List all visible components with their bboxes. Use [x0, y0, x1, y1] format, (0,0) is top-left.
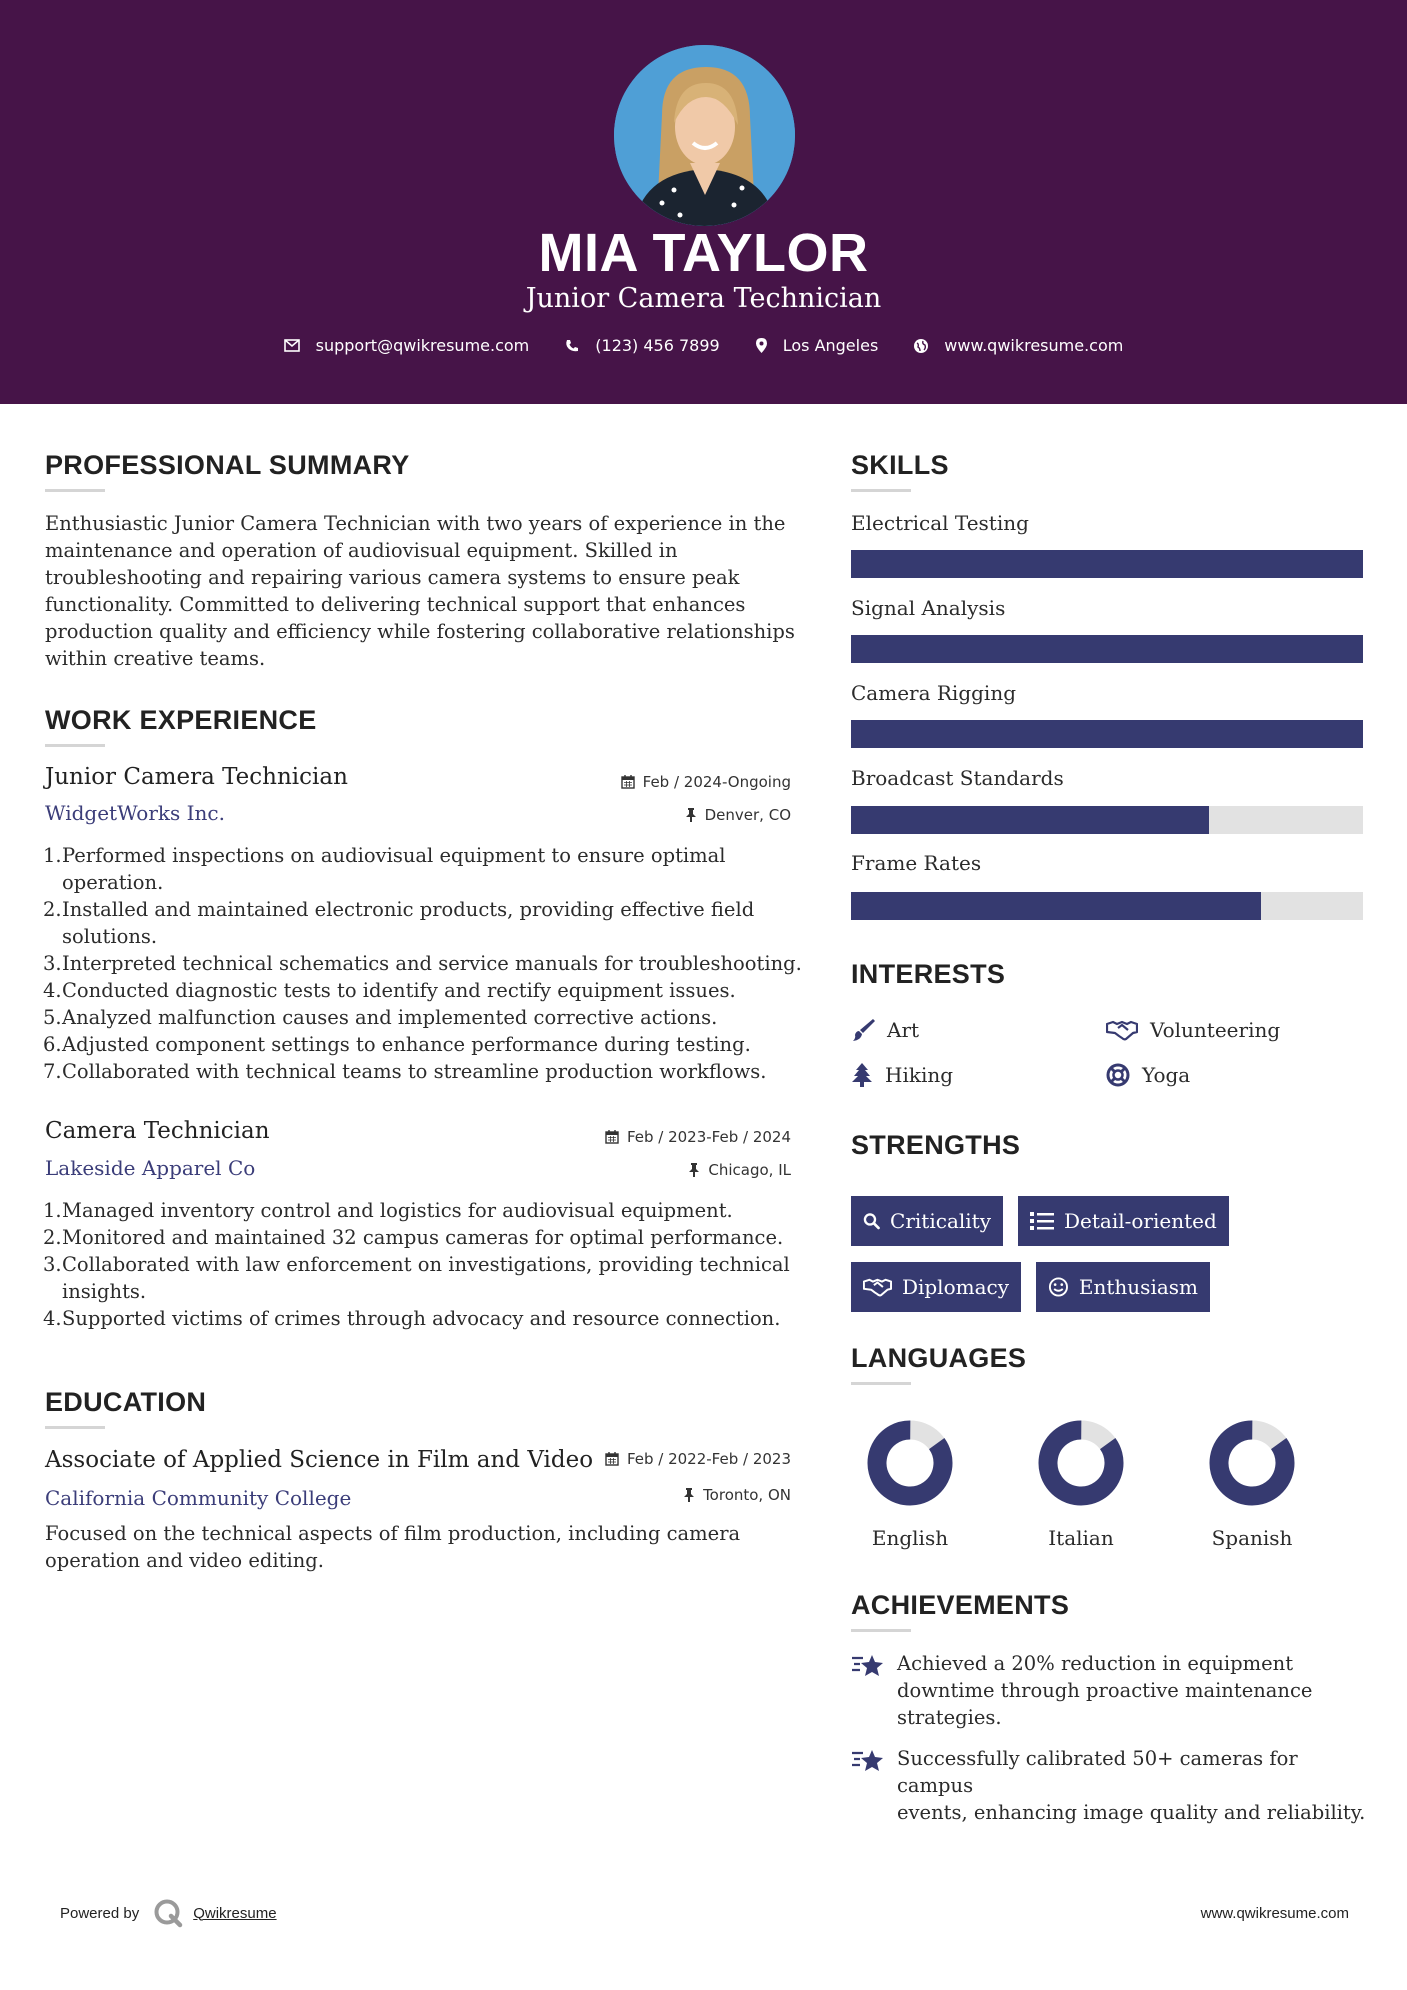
job-bullets	[43, 842, 823, 1085]
list-item: 6. Adjusted component settings to enhance performance during testing.	[43, 1033, 751, 1056]
list-item: 2. Monitored and maintained 32 campus cameras for optimal performance.	[43, 1226, 784, 1249]
list-icon	[1030, 1211, 1054, 1231]
experience-underline	[45, 744, 105, 747]
pushpin-icon	[685, 808, 697, 822]
education-heading: EDUCATION	[45, 1387, 207, 1417]
skill-name: Signal Analysis	[851, 596, 1006, 620]
education-description: Focused on the technical aspects of film production, including camera operation and video editing.	[45, 1522, 741, 1572]
skill-bar-fill	[851, 550, 1363, 578]
strength-chip: Diplomacy	[851, 1262, 1021, 1312]
language-name: Italian	[1048, 1526, 1114, 1550]
language-ring	[1038, 1420, 1124, 1506]
tree-icon	[851, 1063, 873, 1087]
education-underline	[45, 1426, 105, 1429]
languages-underline	[851, 1382, 911, 1385]
skill-bar-fill	[851, 892, 1261, 920]
skill-bar	[851, 550, 1363, 578]
summary-line: maintenance and operation of audiovisual equipment. Skilled in	[45, 539, 678, 562]
job-company: Lakeside Apparel Co	[45, 1156, 256, 1180]
job-title: Junior Camera Technician	[45, 764, 348, 790]
summary-underline	[45, 489, 105, 492]
contact-location-text: Los Angeles	[782, 336, 879, 355]
candidate-title: Junior Camera Technician	[525, 283, 882, 314]
avatar	[614, 45, 795, 226]
education-location-text: Toronto, ON	[703, 1486, 791, 1504]
job-dates-text: Feb / 2023-Feb / 2024	[626, 1128, 791, 1146]
shooting-star-icon	[851, 1652, 885, 1680]
skills-heading: SKILLS	[851, 450, 949, 480]
interest-item: Volunteering	[1106, 1018, 1280, 1042]
calendar-icon	[621, 775, 635, 789]
skill-bar-fill	[851, 720, 1363, 748]
pushpin-icon	[683, 1488, 695, 1502]
summary-line: functionality. Committed to delivering technical support that enhances	[45, 593, 746, 616]
skill-name: Electrical Testing	[851, 511, 1029, 535]
skill-bar	[851, 635, 1363, 663]
language-ring	[1209, 1420, 1295, 1506]
calendar-icon	[605, 1452, 619, 1466]
skill-name: Broadcast Standards	[851, 766, 1064, 790]
achievement-item: Successfully calibrated 50+ cameras for campus events, enhancing image quality and reliability.	[851, 1745, 1371, 1826]
summary-heading: PROFESSIONAL SUMMARY	[45, 450, 410, 480]
map-pin-icon	[756, 338, 767, 353]
strength-chip: Detail-oriented	[1018, 1196, 1229, 1246]
skill-bar	[851, 720, 1363, 748]
shooting-star-icon	[851, 1747, 885, 1775]
list-item: 4. Conducted diagnostic tests to identify and rectify equipment issues.	[43, 979, 736, 1002]
contact-phone-text: (123) 456 7899	[595, 336, 720, 355]
language-name: Spanish	[1211, 1526, 1293, 1550]
skill-bar	[851, 892, 1363, 920]
languages-heading: LANGUAGES	[851, 1343, 1027, 1373]
header-banner	[0, 0, 1407, 404]
globe-icon	[914, 339, 928, 353]
summary-line: within creative teams.	[45, 647, 266, 670]
pushpin-icon	[688, 1163, 700, 1177]
job-dates	[605, 1128, 791, 1146]
list-item: 1. Managed inventory control and logistics for audiovisual equipment.	[43, 1199, 733, 1222]
degree-title: Associate of Applied Science in Film and Video	[45, 1447, 594, 1473]
job-company: WidgetWorks Inc.	[45, 801, 225, 825]
job-location	[688, 1161, 791, 1179]
job-dates-text: Feb / 2024-Ongoing	[642, 773, 791, 791]
contact-website-text: www.qwikresume.com	[944, 336, 1124, 355]
paintbrush-icon	[851, 1018, 875, 1042]
list-item: 2. Installed and maintained electronic products, providing effective field solutions.	[43, 898, 755, 948]
handshake-icon	[863, 1276, 892, 1298]
education-location	[683, 1486, 791, 1504]
skill-name: Camera Rigging	[851, 681, 1017, 705]
lifering-icon	[1106, 1063, 1130, 1087]
job-dates	[621, 773, 791, 791]
qwikresume-logo-icon	[153, 1898, 183, 1928]
powered-by-text: Powered by	[60, 1904, 140, 1922]
job-bullets	[43, 1197, 823, 1332]
education-dates-text: Feb / 2022-Feb / 2023	[626, 1450, 791, 1468]
summary-line: troubleshooting and repairing various camera systems to ensure peak	[45, 566, 740, 589]
contact-location	[756, 336, 879, 355]
contact-email-text: support@qwikresume.com	[315, 336, 530, 355]
achievement-item: Achieved a 20% reduction in equipment downtime through proactive maintenance strategies.	[851, 1650, 1371, 1731]
interests-heading: INTERESTS	[851, 959, 1006, 989]
skill-bar	[851, 806, 1363, 834]
interest-item: Yoga	[1106, 1063, 1190, 1087]
job-location-text: Chicago, IL	[708, 1161, 791, 1179]
strength-chip: Criticality	[851, 1196, 1003, 1246]
strengths-heading: STRENGTHS	[851, 1130, 1021, 1160]
experience-heading: WORK EXPERIENCE	[45, 705, 317, 735]
calendar-icon	[605, 1130, 619, 1144]
list-item: 4. Supported victims of crimes through advocacy and resource connection.	[43, 1307, 781, 1330]
achievements-underline	[851, 1629, 911, 1632]
envelope-icon	[284, 339, 300, 352]
smile-icon	[1048, 1276, 1069, 1298]
list-item: 5. Analyzed malfunction causes and implemented corrective actions.	[43, 1006, 718, 1029]
skills-underline	[851, 489, 911, 492]
skill-bar-fill	[851, 635, 1363, 663]
school-name: California Community College	[45, 1486, 352, 1510]
contact-email[interactable]	[284, 336, 530, 355]
skill-bar-fill	[851, 806, 1209, 834]
language-item	[1202, 1420, 1302, 1550]
list-item: 7. Collaborated with technical teams to streamline production workflows.	[43, 1060, 767, 1083]
education-dates	[605, 1450, 791, 1468]
job-location-text: Denver, CO	[704, 806, 791, 824]
qwikresume-link[interactable]: Qwikresume	[193, 1904, 277, 1922]
footer-website[interactable]: www.qwikresume.com	[1200, 1905, 1349, 1922]
interest-item: Hiking	[851, 1063, 953, 1087]
language-item	[860, 1420, 960, 1550]
phone-icon	[565, 339, 579, 353]
candidate-name: MIA TAYLOR	[538, 223, 869, 283]
job-location	[685, 806, 791, 824]
language-name: English	[871, 1526, 949, 1550]
interest-item: Art	[851, 1018, 919, 1042]
list-item: 3. Interpreted technical schematics and service manuals for troubleshooting.	[43, 952, 802, 975]
list-item: 3. Collaborated with law enforcement on investigations, providing technical insights.	[43, 1253, 790, 1303]
contact-phone[interactable]	[565, 336, 719, 355]
handshake-icon	[1106, 1019, 1138, 1041]
achievements-heading: ACHIEVEMENTS	[851, 1590, 1070, 1620]
search-icon	[863, 1210, 880, 1232]
summary-text	[45, 510, 805, 672]
contact-bar	[0, 336, 1407, 355]
summary-line: Enthusiastic Junior Camera Technician with two years of experience in the	[45, 512, 786, 535]
footer-powered-by	[60, 1898, 277, 1928]
strength-chip: Enthusiasm	[1036, 1262, 1210, 1312]
language-item	[1031, 1420, 1131, 1550]
summary-line: production quality and efficiency while fostering collaborative relationships	[45, 620, 795, 643]
language-ring	[867, 1420, 953, 1506]
list-item: 1. Performed inspections on audiovisual equipment to ensure optimal operation.	[43, 844, 726, 894]
job-title: Camera Technician	[45, 1118, 270, 1144]
contact-website[interactable]	[914, 336, 1123, 355]
skill-name: Frame Rates	[851, 851, 982, 875]
